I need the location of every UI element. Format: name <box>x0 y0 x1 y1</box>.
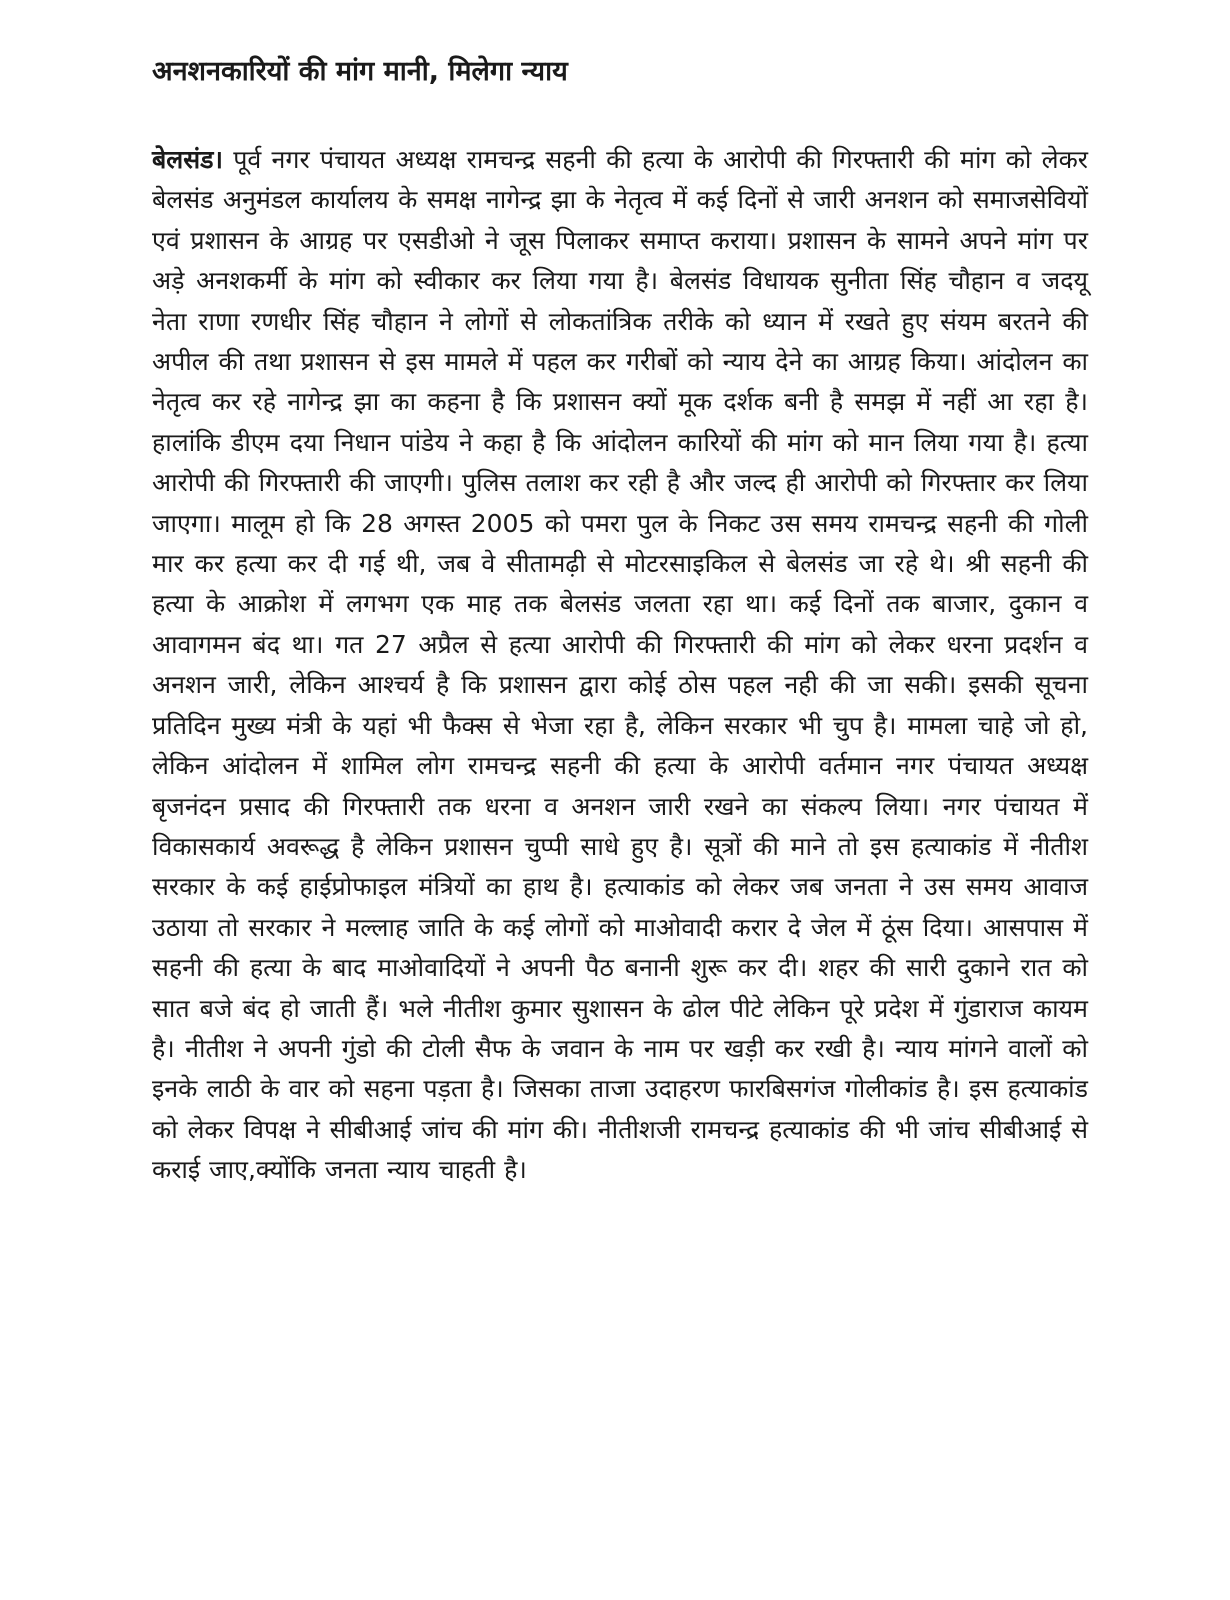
article-dateline: बेलसंड। <box>152 145 223 174</box>
article-body-text: पूर्व नगर पंचायत अध्यक्ष रामचन्द्र सहनी की हत्या के आरोपी की गिरफ्तारी की मांग को लेकर बेलसंड अनुमंडल कार्यालय के समक्ष नागेन्द्र झा के नेतृत्व में कई दिनों से जारी अनशन को समाजसेवियों एवं प्रशासन के आग्रह पर एसडीओ ने जूस पिलाकर समाप्त कराया। प्रशासन के सामने अपने मांग पर अड़े अनशकर्मी के मांग को स्वीकार कर लिया गया है। बेलसंड विधायक सुनीता सिंह चौहान व जदयू नेता राणा रणधीर सिंह चौहान ने लोगों से लोकतांत्रिक तरीके को ध्यान में रखते हुए संयम बरतने की अपील की तथा प्रशासन से इस मामले में पहल कर गरीबों को न्याय देने का आग्रह किया। आंदोलन का नेतृत्व कर रहे नागेन्द्र झा का कहना है कि प्रशासन क्यों मूक दर्शक बनी है समझ में नहीं आ रहा है। हालांकि डीएम दया निधान पांडेय ने कहा है कि आंदोलन कारियों की मांग को मान लिया गया है। हत्या आरोपी की गिरफ्तारी की जाएगी। पुलिस तलाश कर रही है और जल्द ही आरोपी को गिरफ्तार कर लिया जाएगा। मालूम हो कि 28 अगस्त 2005 को पमरा पुल के निकट उस समय रामचन्द्र सहनी की गोली मार कर हत्या कर दी गई थी, जब वे सीतामढ़ी से मोटरसाइकिल से बेलसंड जा रहे थे। श्री सहनी की हत्या के आक्रोश में लगभग एक माह तक बेलसंड जलता रहा था। कई दिनों तक बाजार, दुकान व आवागमन बंद था। गत 27 अप्रैल से हत्या आरोपी की गिरफ्तारी की मांग को लेकर धरना प्रदर्शन व अनशन जारी, लेकिन आश्चर्य है कि प्रशासन द्वारा कोई ठोस पहल नही की जा सकी। इसकी सूचना प्रतिदिन मुख्य मंत्री के यहां भी फैक्स से भेजा रहा है, लेकिन सरकार भी चुप है। मामला चाहे जो हो, लेकिन आंदोलन में शामिल लोग रामचन्द्र सहनी की हत्या के आरोपी वर्तमान नगर पंचायत अध्यक्ष बृजनंदन प्रसाद की गिरफ्तारी तक धरना व अनशन जारी रखने का संकल्प लिया। नगर पंचायत में विकासकार्य अवरूद्ध है लेकिन प्रशासन चुप्पी साधे हुए है। सूत्रों की माने तो इस हत्याकांड में नीतीश सरकार के कई हाईप्रोफाइल मंत्रियों का हाथ है। हत्याकांड को लेकर जब जनता ने उस समय आवाज उठाया तो सरकार ने मल्लाह जाति के कई लोगों को माओवादी करार दे जेल में ठूंस दिया। आसपास में सहनी की हत्या के बाद माओवादियों ने अपनी पैठ बनानी शुरू कर दी। शहर की सारी दुकाने रात को सात बजे बंद हो जाती हैं। भले नीतीश कुमार सुशासन के ढोल पीटे लेकिन पूरे प्रदेश में गुंडाराज कायम है। नीतीश ने अपनी गुंडो की टोली सैफ के जवान के नाम पर खड़ी कर रखी है। न्याय मांगने वालों को इनके लाठी के वार को सहना पड़ता है। जिसका ताजा उदाहरण फारबिसगंज गोलीकांड है। इस हत्याकांड को लेकर विपक्ष ने सीबीआई जांच की मांग की। नीतीशजी रामचन्द्र हत्याकांड की भी जांच सीबीआई से कराई जाए,क्योंकि जनता न्याय चाहती है। <box>152 145 1088 1185</box>
article-headline: अनशनकारियों की मांग मानी, मिलेगा न्याय <box>152 56 568 87</box>
news-article <box>152 52 1088 1191</box>
article-body <box>152 140 1088 1191</box>
